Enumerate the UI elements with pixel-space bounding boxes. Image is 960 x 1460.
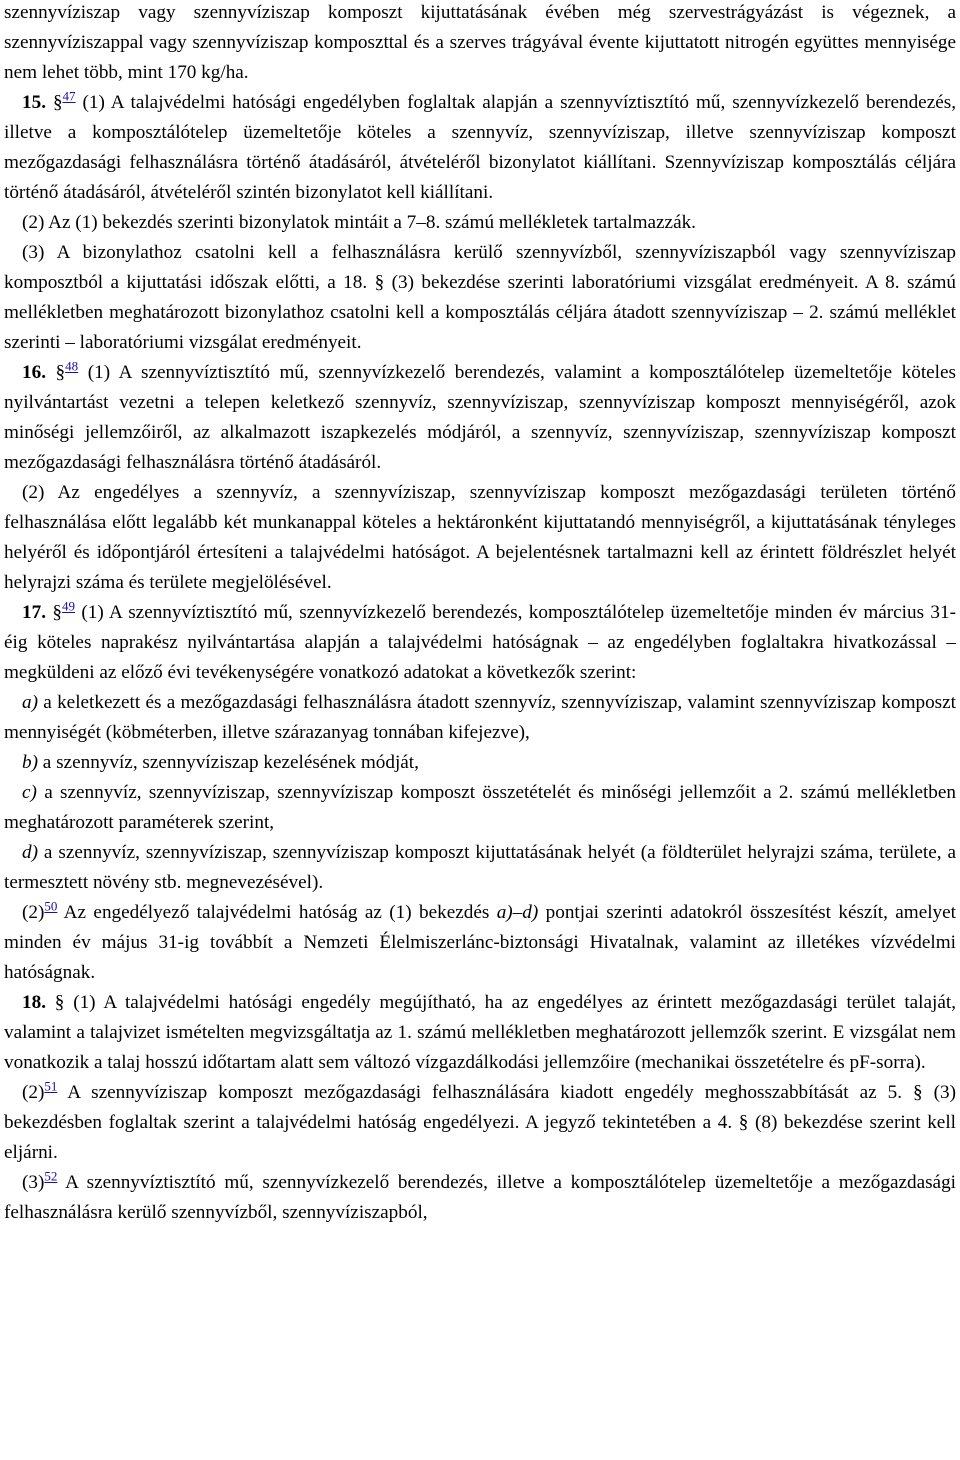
paragraph-text: pontjai szerinti adatokról összesítést készít, amelyet minden év május 31-ig továbbít a Nemzeti Élelmiszerlánc-biztonsági Hivatalnak, valamint az illetékes vízvédelmi hatóságnak. <box>4 902 956 983</box>
section-number: 15. <box>22 92 46 113</box>
section-16-paragraph-1 <box>4 358 956 478</box>
footnote-link[interactable]: 51 <box>44 1078 58 1094</box>
section-number: 18. <box>22 992 46 1013</box>
footnote-link[interactable]: 49 <box>61 598 75 614</box>
paragraph-text: (2) <box>22 902 45 923</box>
section-15-paragraph-1 <box>4 88 956 208</box>
section-18-paragraph-2 <box>4 1078 956 1168</box>
footnote-link[interactable]: 48 <box>65 358 79 374</box>
list-item-b <box>4 748 956 778</box>
paragraph-text: § <box>45 602 62 623</box>
section-17-paragraph-2 <box>4 898 956 988</box>
section-17-paragraph-1 <box>4 598 956 688</box>
paragraph-text: a szennyvíz, szennyvíziszap kezelésének módját, <box>37 752 419 773</box>
paragraph-text: § (1) A talajvédelmi hatósági engedély megújítható, ha az engedélyes az érintett mezőgazdasági terület talaját, valamint a talajvizet ismételten megvizsgáltatja az 1. számú mellékletben meghatározott jellemzők szerint. E vizsgálat nem vonatkozik a talaj hosszú időtartam alatt sem változó vízgazdálkodási jellemzőire (mechanikai összetételre és pF-sorra). <box>4 992 956 1073</box>
paragraph-text: a szennyvíz, szennyvíziszap, szennyvíziszap komposzt összetételét és minőségi jellemzőit a 2. számú mellékletben meghatározott paraméterek szerint, <box>4 782 956 833</box>
section-18-paragraph-1 <box>4 988 956 1078</box>
section-number: 17. <box>22 602 46 623</box>
footnote-link[interactable]: 52 <box>44 1168 58 1184</box>
paragraph-text: szennyvíziszap vagy szennyvíziszap komposzt kijuttatásának évében még szervestrágyázást is végeznek, a szennyvíziszappal vagy szennyvíziszap komposzttal és a szerves trágyával évente kijuttatott nitrogén együttes mennyisége nem lehet több, mint 170 kg/ha. <box>4 2 956 83</box>
section-number: 16. <box>22 362 46 383</box>
paragraph-text: a keletkezett és a mezőgazdasági felhasználásra átadott szennyvíz, szennyvíziszap, valamint szennyvíziszap komposzt mennyiségét (köbméterben, illetve szárazanyag tonnában kifejezve), <box>4 692 956 743</box>
paragraph-text: a szennyvíz, szennyvíziszap, szennyvíziszap komposzt kijuttatásának helyét (a földterület helyrajzi száma, területe, a termesztett növény stb. megnevezésével). <box>4 842 956 893</box>
paragraph-text: A szennyvíztisztító mű, szennyvízkezelő berendezés, illetve a komposztálótelep üzemeltetője a mezőgazdasági felhasználásra kerülő szennyvízből, szennyvíziszapból, <box>4 1172 956 1223</box>
paragraph-text: § <box>45 362 66 383</box>
paragraph-text: (2) <box>22 1082 45 1103</box>
list-item-c <box>4 778 956 838</box>
paragraph-text: (1) A szennyvíztisztító mű, szennyvízkezelő berendezés, valamint a komposztálótelep üzemeltetője köteles nyilvántartást vezetni a telepen keletkező szennyvíz, szennyvíziszap, szennyvíziszap komposzt mennyiségéről, azok minőségi jellemzőiről, az alkalmazott iszapkezelés módjáról, a szennyvíz, szennyvíziszap, szennyvíziszap komposzt mezőgazdasági felhasználásra történő átadásáról. <box>4 362 956 473</box>
paragraph-text: § <box>45 92 63 113</box>
paragraph-text: (1) A talajvédelmi hatósági engedélyben foglaltak alapján a szennyvíztisztító mű, szennyvízkezelő berendezés, illetve a komposztálótelep üzemeltetője köteles a szennyvíz, szennyvíziszap, illetve szennyvíziszap komposzt mezőgazdasági felhasználásra történő átadásáról, átvételéről bizonylatot kiállítani. Szennyvíziszap komposztálás céljára történő átadásáról, átvételéről szintén bizonylatot kell kiállítani. <box>4 92 956 203</box>
paragraph-text: (2) Az engedélyes a szennyvíz, a szennyvíziszap, szennyvíziszap komposzt mezőgazdasági területen történő felhasználása előtt legalább két munkanappal köteles a hektáronként kijuttatandó mennyiségről, a kijuttatásának tényleges helyéről és időpontjáról értesíteni a talajvédelmi hatóságot. A bejelentésnek tartalmazni kell az érintett földrészlet helyét helyrajzi száma és területe megjelölésével. <box>4 482 956 593</box>
footnote-link[interactable]: 47 <box>62 88 76 104</box>
section-15-paragraph-2 <box>4 208 956 238</box>
footnote-link[interactable]: 50 <box>44 898 58 914</box>
paragraph-text: (1) A szennyvíztisztító mű, szennyvízkezelő berendezés, komposztálótelep üzemeltetője minden év március 31-éig köteles naprakész nyilvántartása alapján a talajvédelmi hatóságnak – az engedélyben foglaltakra hivatkozással – megküldeni az előző évi tevékenységére vonatkozó adatokat a következők szerint: <box>4 602 957 683</box>
list-marker: a)–d) <box>496 902 539 923</box>
section-18-paragraph-3 <box>4 1168 956 1228</box>
paragraph-text: (3) A bizonylathoz csatolni kell a felhasználásra kerülő szennyvízből, szennyvíziszapból vagy szennyvíziszap komposztból a kijuttatási időszak előtti, a 18. § (3) bekezdése szerinti laboratóriumi vizsgálat eredményeit. A 8. számú mellékletben meghatározott bizonylathoz csatolni kell a komposztálás céljára átadott szennyvíziszap – 2. számú melléklet szerinti – laboratóriumi vizsgálat eredményeit. <box>4 242 956 353</box>
list-marker: d) <box>22 842 38 863</box>
paragraph-continuation <box>4 0 956 88</box>
section-16-paragraph-2 <box>4 478 956 598</box>
paragraph-text: (2) Az (1) bekezdés szerinti bizonylatok mintáit a 7–8. számú mellékletek tartalmazzák. <box>22 212 696 233</box>
paragraph-text: A szennyvíziszap komposzt mezőgazdasági felhasználására kiadott engedély meghosszabbítását az 5. § (3) bekezdésben foglaltak szerint a talajvédelmi hatóság engedélyezi. A jegyző tekintetében a 4. § (8) bekezdése szerint kell eljárni. <box>4 1082 956 1163</box>
list-marker: b) <box>22 752 38 773</box>
list-item-d <box>4 838 956 898</box>
section-15-paragraph-3 <box>4 238 956 358</box>
list-marker: a) <box>22 692 38 713</box>
paragraph-text: (3) <box>22 1172 45 1193</box>
paragraph-text: Az engedélyező talajvédelmi hatóság az (1) bekezdés <box>57 902 497 923</box>
list-item-a <box>4 688 956 748</box>
list-marker: c) <box>22 782 37 803</box>
